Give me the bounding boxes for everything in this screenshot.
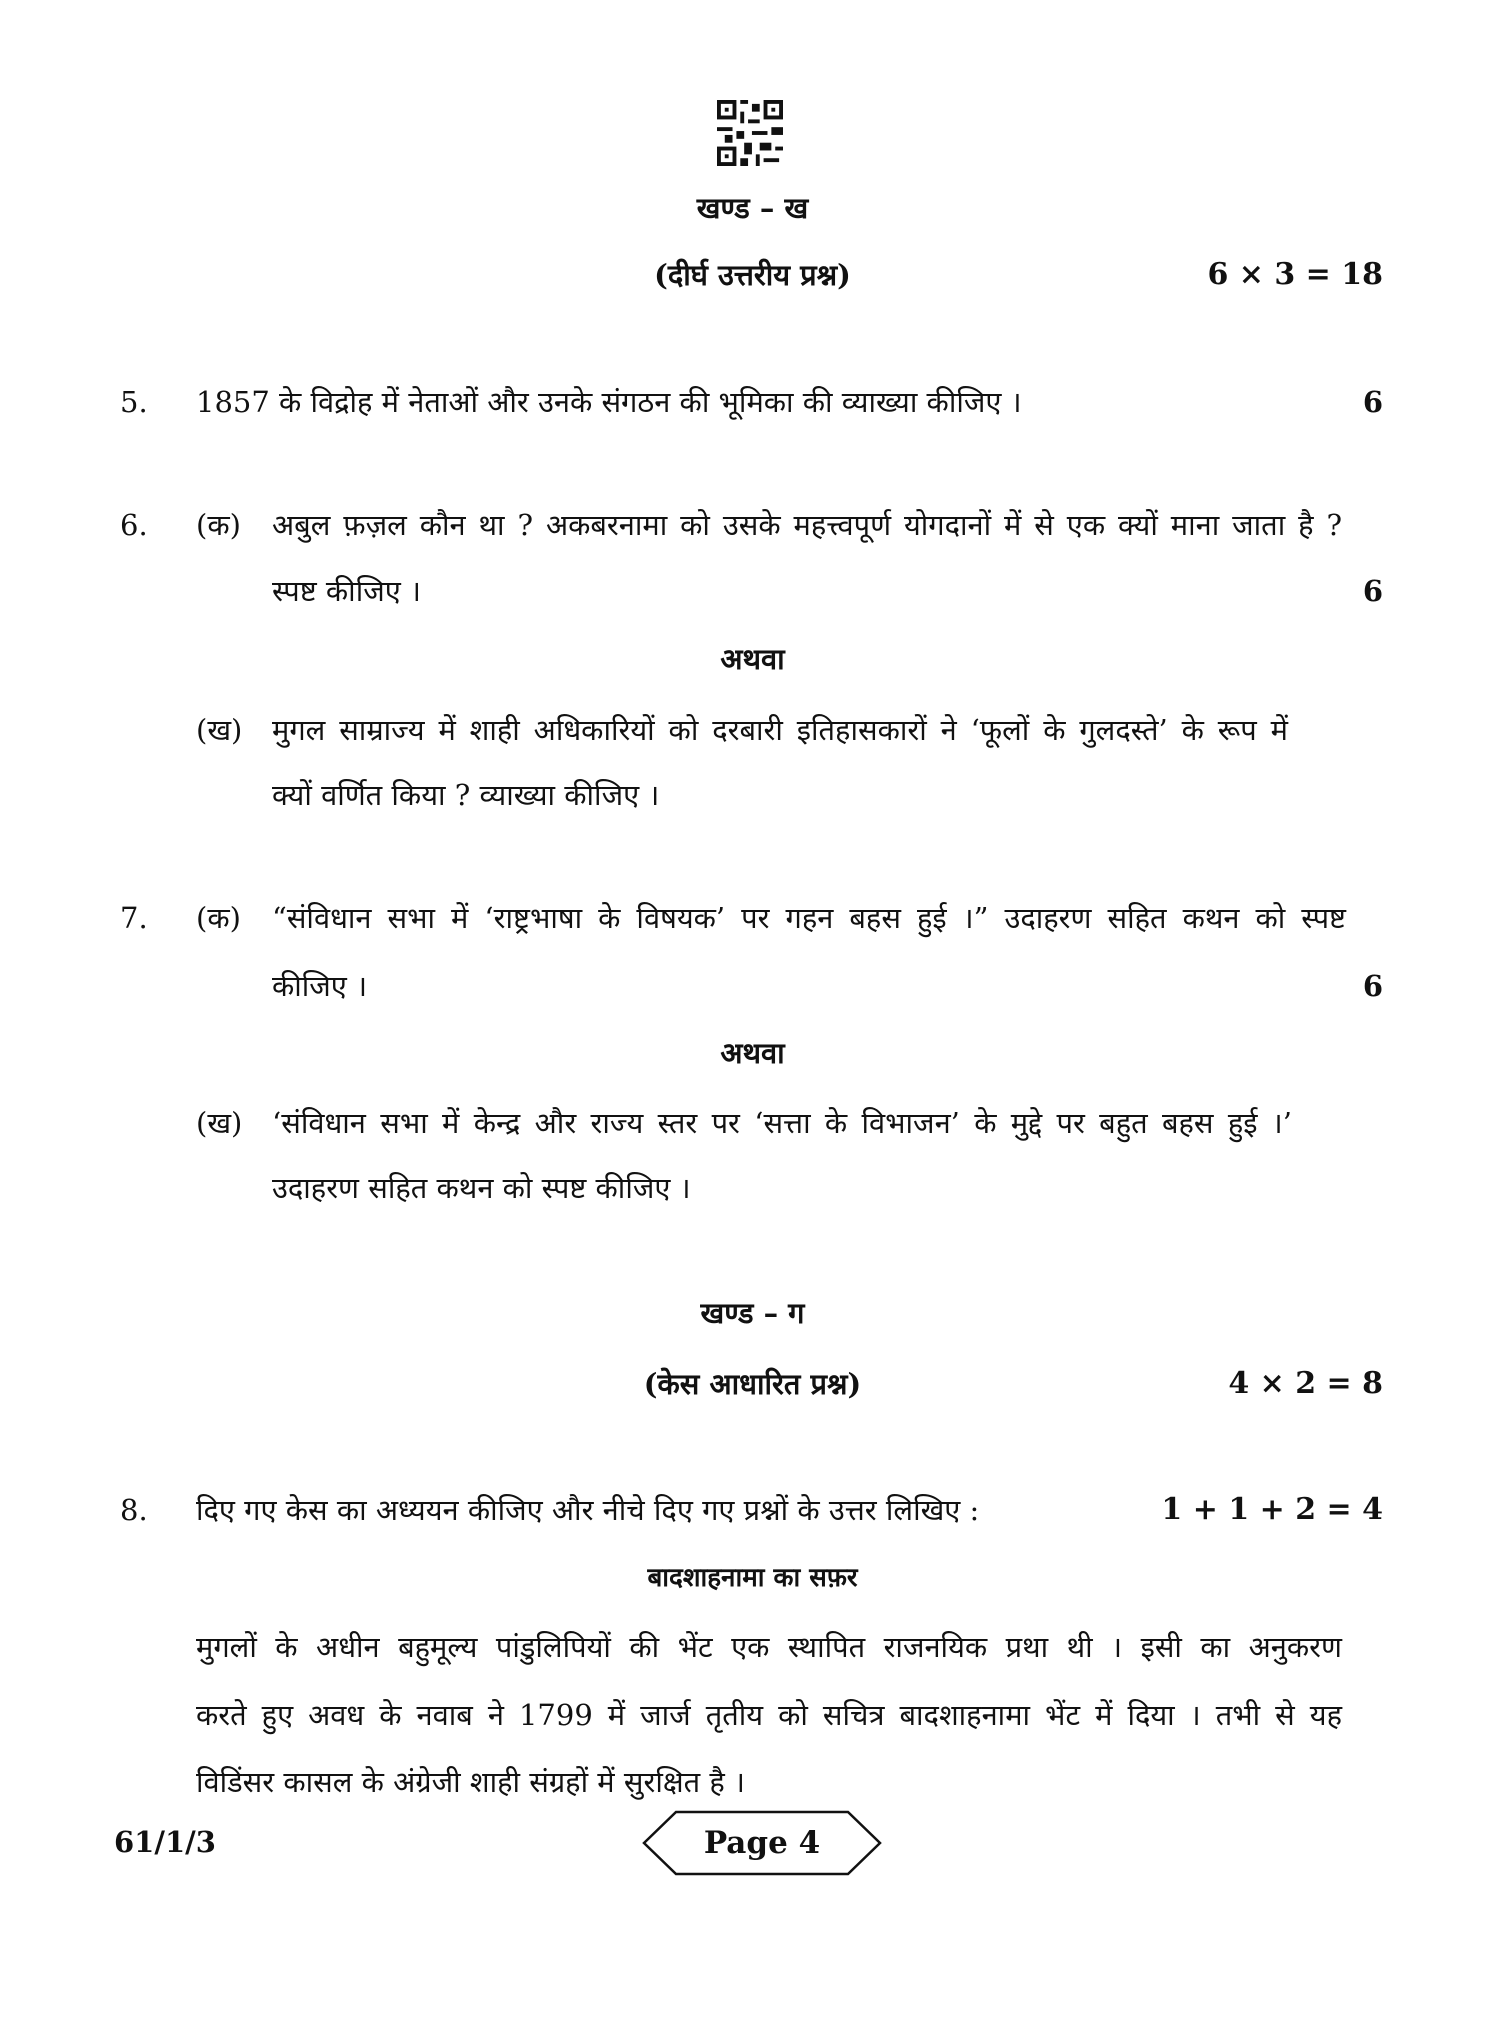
question-marks: 6 xyxy=(1362,385,1383,419)
question-marks: 6 xyxy=(1362,574,1383,608)
question-text: “संविधान सभा में ‘राष्ट्रभाषा के विषयक’ पर गहन बहस हुई ।” उदाहरण सहित कथन को स्पष्ट xyxy=(272,901,1346,935)
or-label: अथवा xyxy=(720,1036,785,1070)
section-b-subtitle: (दीर्घ उत्तरीय प्रश्न) xyxy=(654,258,851,292)
question-text: कीजिए । xyxy=(272,969,368,1003)
case-paragraph-line: विडिंसर कासल के अंग्रेजी शाही संग्रहों में सुरक्षित है । xyxy=(196,1765,745,1799)
qr-code xyxy=(716,100,784,166)
section-b-marks: 6 × 3 = 18 xyxy=(1207,257,1383,292)
section-b-title: खण्ड – ख xyxy=(696,191,809,225)
question-number: 5. xyxy=(120,385,148,419)
case-title: बादशाहनामा का सफ़र xyxy=(647,1563,858,1593)
question-text: ‘संविधान सभा में केन्द्र और राज्य स्तर पर ‘सत्ता के विभाजन’ के मुद्दे पर बहुत बहस हुई ।’ xyxy=(272,1106,1292,1140)
paper-code: 61/1/3 xyxy=(114,1825,216,1859)
page-number-badge xyxy=(642,1810,882,1876)
question-text: 1857 के विद्रोह में नेताओं और उनके संगठन की भूमिका की व्याख्या कीजिए । xyxy=(196,385,1022,419)
case-paragraph-line: मुगलों के अधीन बहुमूल्य पांडुलिपियों की भेंट एक स्थापित राजनयिक प्रथा थी । इसी का अनुकरण xyxy=(196,1630,1342,1664)
or-label: अथवा xyxy=(720,642,785,676)
page-number: Page 4 xyxy=(703,1825,821,1861)
question-number: 7. xyxy=(120,901,148,935)
question-text: मुगल साम्राज्य में शाही अधिकारियों को दरबारी इतिहासकारों ने ‘फूलों के गुलदस्ते’ के रूप में xyxy=(272,713,1288,747)
section-c-subtitle: (केस आधारित प्रश्न) xyxy=(643,1367,862,1401)
question-marks: 6 xyxy=(1362,969,1383,1003)
question-text: स्पष्ट कीजिए । xyxy=(272,574,421,608)
question-marks: 1 + 1 + 2 = 4 xyxy=(1161,1492,1383,1527)
option-label: (ख) xyxy=(196,713,243,747)
case-paragraph-line: करते हुए अवध के नवाब ने 1799 में जार्ज तृतीय को सचित्र बादशाहनामा भेंट में दिया । तभी से यह xyxy=(196,1698,1342,1732)
question-number: 6. xyxy=(120,508,148,542)
question-text: अबुल फ़ज़ल कौन था ? अकबरनामा को उसके महत्त्वपूर्ण योगदानों में से एक क्यों माना जाता है ? xyxy=(272,508,1342,542)
question-number: 8. xyxy=(120,1493,148,1527)
question-text: दिए गए केस का अध्ययन कीजिए और नीचे दिए गए प्रश्नों के उत्तर लिखिए : xyxy=(196,1493,980,1527)
option-label: (क) xyxy=(196,508,241,542)
option-label: (क) xyxy=(196,901,241,935)
section-c-marks: 4 × 2 = 8 xyxy=(1228,1366,1383,1401)
question-text: क्यों वर्णित किया ? व्याख्या कीजिए । xyxy=(272,778,660,812)
question-text: उदाहरण सहित कथन को स्पष्ट कीजिए । xyxy=(272,1171,691,1205)
section-c-title: खण्ड – ग xyxy=(700,1296,805,1330)
option-label: (ख) xyxy=(196,1106,243,1140)
